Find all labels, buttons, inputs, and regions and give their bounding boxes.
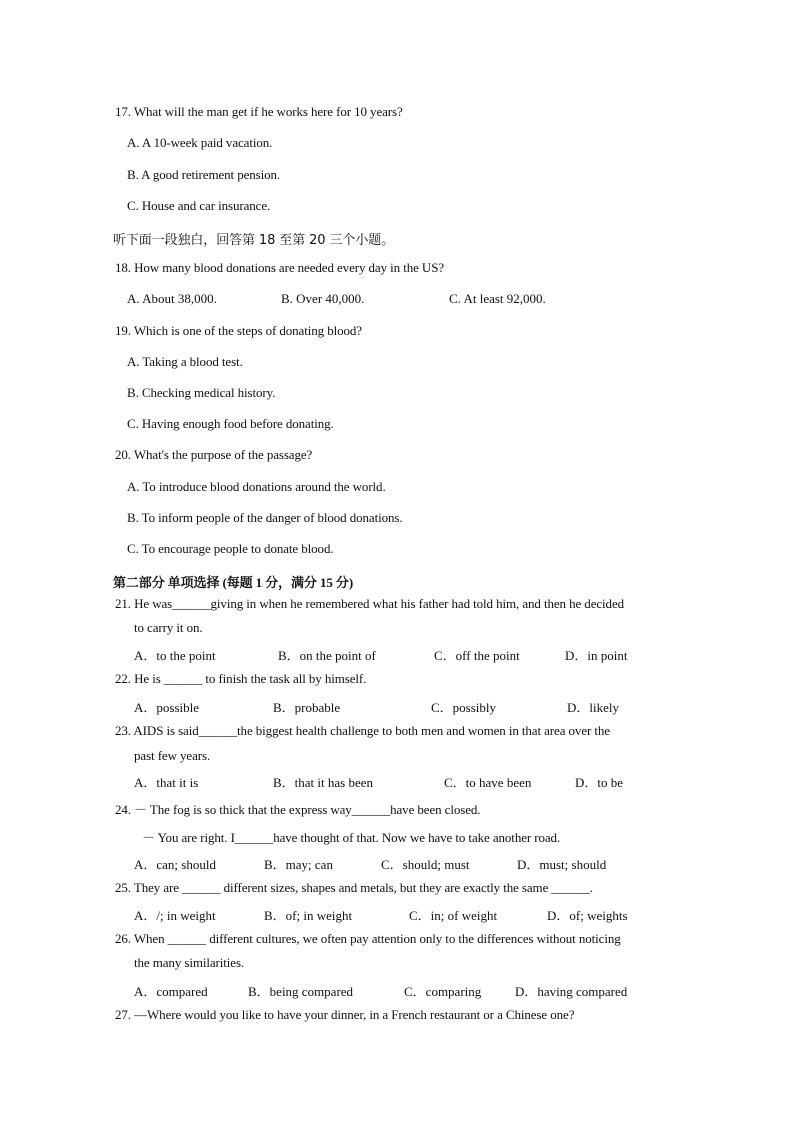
q26-option-c: C．comparing (404, 984, 482, 999)
q22-question: 22. He is ______ to finish the task all by himself. (115, 671, 367, 686)
q18-option-b: B. Over 40,000. (281, 291, 365, 306)
q23-option-b: B．that it has been (273, 775, 374, 790)
q23-line1: 23. AIDS is said______the biggest health challenge to both men and women in that area over the (115, 723, 610, 738)
q21-line2: to carry it on. (134, 620, 203, 635)
q21-option-a: A．to the point (134, 648, 216, 663)
instruction-18-20: 听下面一段独白，回答第 18 至第 20 三个小题。 (113, 233, 395, 248)
q18-option-c: C. At least 92,000. (449, 291, 546, 306)
q20-option-c: C. To encourage people to donate blood. (127, 541, 334, 556)
q24-option-a: A．can; should (134, 857, 216, 872)
q17-option-b: B. A good retirement pension. (127, 167, 281, 182)
q24-line2: － You are right. I______have thought of that. Now we have to take another road. (142, 830, 561, 845)
q19-option-a: A. Taking a blood test. (127, 354, 243, 369)
q23-line2: past few years. (134, 748, 211, 763)
q20-question: 20. What's the purpose of the passage? (115, 447, 313, 462)
q24-option-c: C．should; must (381, 857, 470, 872)
q24-line1: 24. － The fog is so thick that the express way______have been closed. (115, 802, 481, 817)
q27-question: 27. —Where would you like to have your dinner, in a French restaurant or a Chinese one? (115, 1007, 575, 1022)
section2-heading: 第二部分 单项选择 (每题 1 分，满分 15 分) (113, 575, 354, 590)
q19-option-b: B. Checking medical history. (127, 385, 276, 400)
q26-line1: 26. When ______ different cultures, we often pay attention only to the differences without noticing (115, 931, 621, 946)
q17-option-c: C. House and car insurance. (127, 198, 271, 213)
q22-option-b: B．probable (273, 700, 341, 715)
q19-question: 19. Which is one of the steps of donating blood? (115, 323, 362, 338)
q17-question: 17. What will the man get if he works here for 10 years? (115, 104, 403, 119)
q25-option-d: D．of; weights (547, 908, 628, 923)
q25-option-c: C．in; of weight (409, 908, 498, 923)
q17-option-a: A. A 10-week paid vacation. (127, 135, 273, 150)
q26-option-a: A．compared (134, 984, 208, 999)
q19-option-c: C. Having enough food before donating. (127, 416, 334, 431)
q25-option-a: A．/; in weight (134, 908, 216, 923)
q18-question: 18. How many blood donations are needed every day in the US? (115, 260, 445, 275)
q23-option-a: A．that it is (134, 775, 199, 790)
q21-option-b: B．on the point of (278, 648, 376, 663)
q21-line1: 21. He was______giving in when he remembered what his father had told him, and then he decided (115, 596, 625, 611)
q26-line2: the many similarities. (134, 955, 245, 970)
q21-option-c: C．off the point (434, 648, 520, 663)
q20-option-b: B. To inform people of the danger of blood donations. (127, 510, 403, 525)
q25-question: 25. They are ______ different sizes, shapes and metals, but they are exactly the same ______. (115, 880, 593, 895)
q24-option-d: D．must; should (517, 857, 607, 872)
q24-option-b: B．may; can (264, 857, 333, 872)
q25-option-b: B．of; in weight (264, 908, 353, 923)
q26-option-b: B．being compared (248, 984, 354, 999)
q22-option-a: A．possible (134, 700, 200, 715)
q21-option-d: D．in point (565, 648, 628, 663)
q20-option-a: A. To introduce blood donations around the world. (127, 479, 386, 494)
q22-option-d: D．likely (567, 700, 619, 715)
q22-option-c: C．possibly (431, 700, 497, 715)
q23-option-c: C．to have been (444, 775, 532, 790)
q18-option-a: A. About 38,000. (127, 291, 217, 306)
q26-option-d: D．having compared (515, 984, 628, 999)
q23-option-d: D．to be (575, 775, 624, 790)
